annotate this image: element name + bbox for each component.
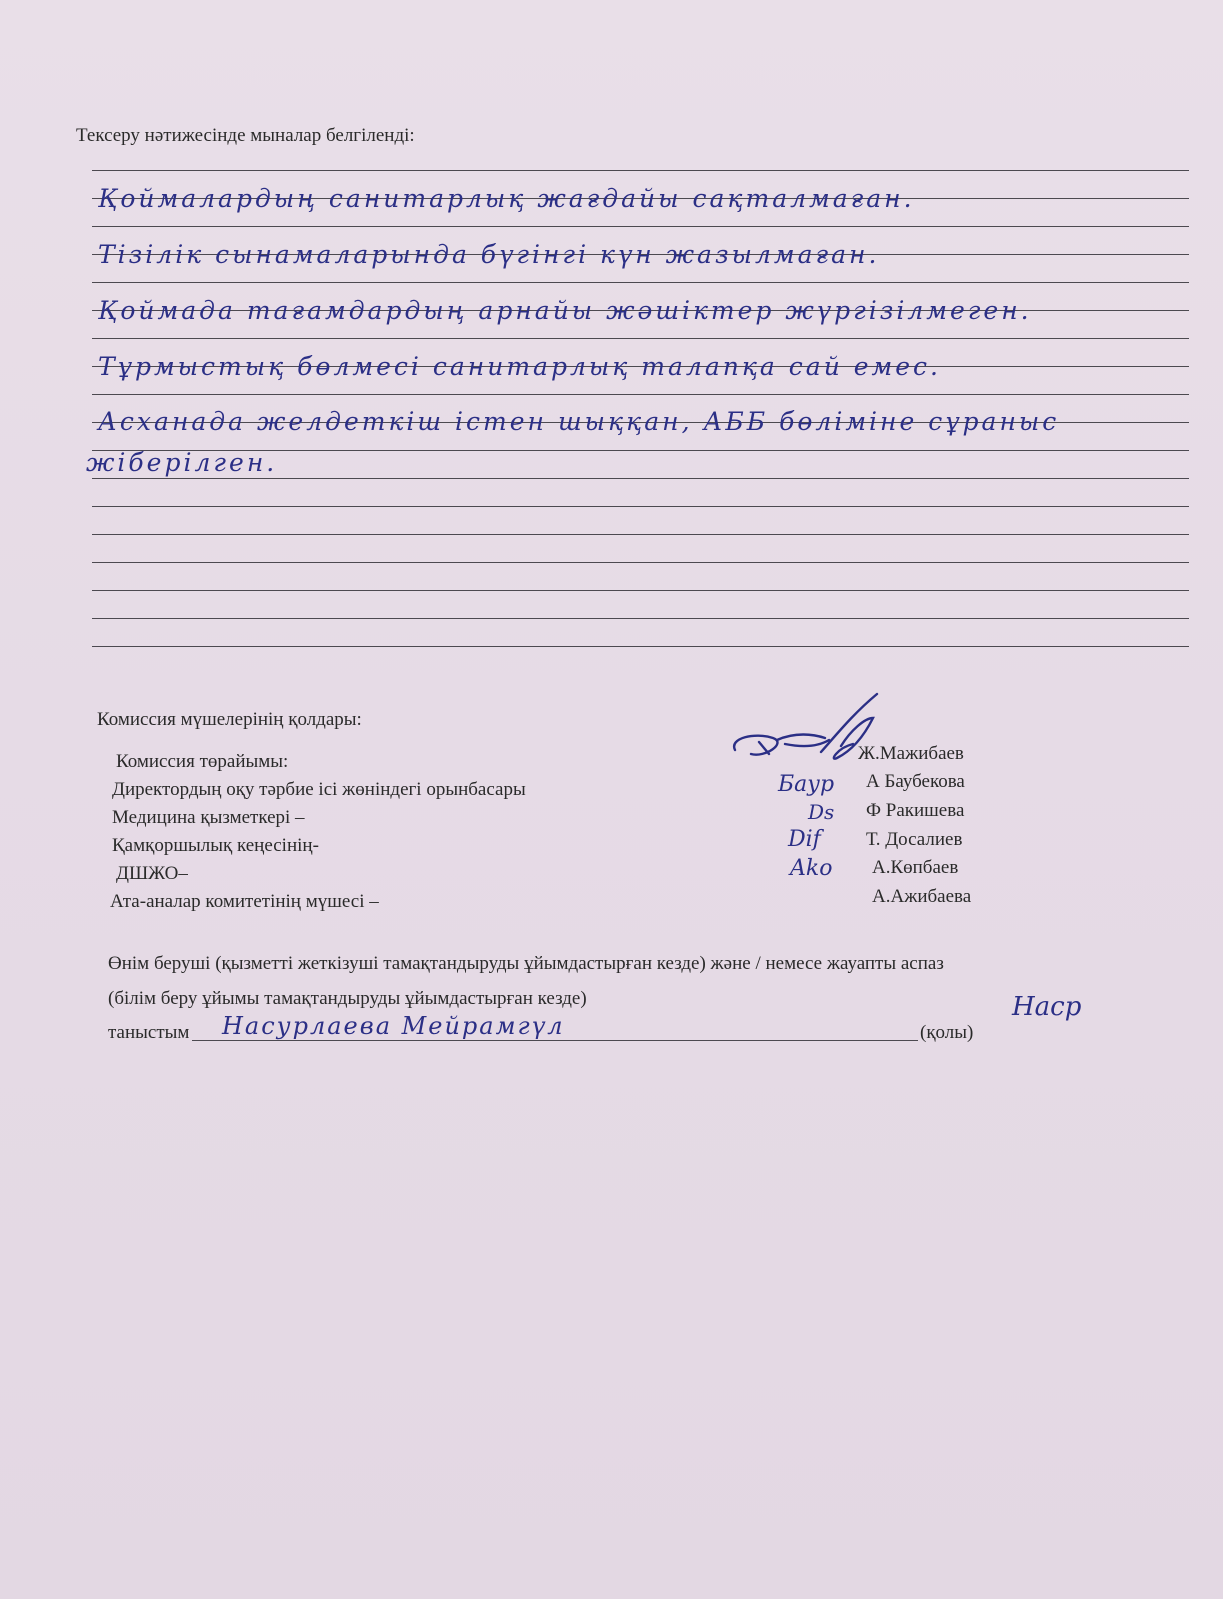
producer-line-1: Өнім беруші (қызметті жеткізуші тамақтандыруды ұйымдастырған кезде) және / немесе жауапты аспаз bbox=[108, 953, 944, 974]
finding-line: Қоймада тағамдардың арнайы жәшіктер жүргізілмеген. bbox=[98, 296, 1032, 325]
producer-line-2: (білім беру ұйымы тамақтандыруды ұйымдастырған кезде) bbox=[108, 988, 587, 1009]
acquainted-label: таныстым bbox=[108, 1022, 190, 1043]
finding-line: Асханада желдеткіш істен шыққан, АББ бөліміне сұраныс bbox=[98, 407, 1060, 436]
finding-line: Қоймалардың санитарлық жағдайы сақталмаған. bbox=[98, 184, 915, 213]
role-label: Ата-аналар комитетінің мүшесі – bbox=[110, 891, 379, 912]
member-name: Ф Ракишева bbox=[866, 800, 965, 821]
member-name: Ж.Мажибаев bbox=[858, 743, 964, 764]
member-name: А.Көпбаев bbox=[872, 857, 959, 878]
role-label: Қамқоршылық кеңесінің- bbox=[112, 835, 319, 856]
role-label: Директордың оқу тәрбие ісі жөніндегі орынбасары bbox=[112, 779, 526, 800]
role-label: Комиссия төрайымы: bbox=[116, 751, 289, 772]
chair-signature-graphic bbox=[725, 688, 900, 780]
signature-rakisheva: Ds bbox=[808, 800, 835, 824]
producer-handwritten-name: Насурлаева Мейрамгүл bbox=[222, 1012, 565, 1040]
finding-line: Тізілік сынамаларында бүгінгі күн жазылмаған. bbox=[98, 240, 880, 269]
acquainted-fill-line bbox=[192, 1040, 918, 1041]
signature-kopbaev: Ako bbox=[790, 856, 833, 881]
member-name: А Баубекова bbox=[866, 771, 965, 792]
commission-title: Комиссия мүшелерінің қолдары: bbox=[97, 709, 362, 730]
role-label: ДШЖО– bbox=[116, 863, 188, 884]
role-label: Медицина қызметкері – bbox=[112, 807, 305, 828]
signature-baubekova: Баур bbox=[778, 772, 835, 797]
member-name: Т. Досалиев bbox=[866, 829, 963, 850]
signature-label: (қолы) bbox=[920, 1022, 974, 1043]
member-name: А.Ажибаева bbox=[872, 886, 972, 907]
finding-line: жіберілген. bbox=[86, 448, 278, 477]
producer-signature: Наср bbox=[1012, 992, 1082, 1022]
finding-line: Тұрмыстық бөлмесі санитарлық талапқа сай емес. bbox=[98, 352, 942, 381]
signature-dosaliev: Dif bbox=[788, 827, 821, 852]
findings-label: Тексеру нәтижесінде мыналар белгіленді: bbox=[76, 125, 415, 146]
